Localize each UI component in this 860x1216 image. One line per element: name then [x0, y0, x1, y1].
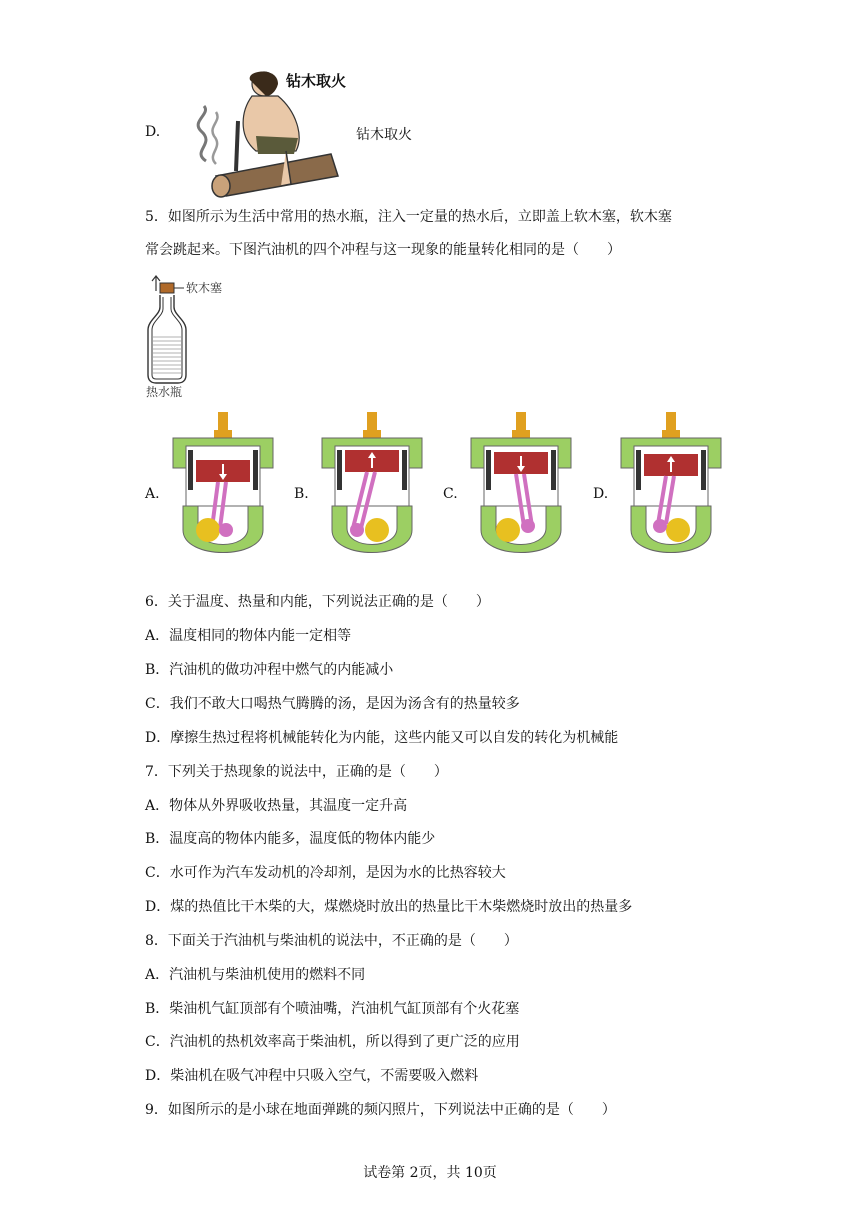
q5-stem-line1: 5．如图所示为生活中常用的热水瓶，注入一定量的热水后，立即盖上软木塞，软木塞: [145, 209, 672, 225]
q5-stem-line2: 常会跳起来。下图汽油机的四个冲程与这一现象的能量转化相同的是（ ）: [145, 242, 621, 258]
option-d-text: 钻木取火: [356, 127, 412, 143]
q6-option-b: B．汽油机的做功冲程中燃气的内能减小: [145, 662, 394, 678]
engine-stroke-a-diagram: [168, 410, 278, 570]
engine-stroke-c-diagram: [466, 410, 576, 570]
bottle-label: 热水瓶: [146, 385, 183, 399]
option-d-letter: D.: [145, 124, 161, 140]
engine-option-a-label: A.: [145, 486, 160, 502]
q8-option-c: C．汽油机的热机效率高于柴油机，所以得到了更广泛的应用: [145, 1034, 520, 1050]
q8-option-d: D．柴油机在吸气冲程中只吸入空气，不需要吸入燃料: [145, 1068, 479, 1084]
image-caption: 钻木取火: [286, 72, 347, 90]
page-footer: 试卷第 2页，共 10页: [363, 1165, 497, 1181]
cork-label: 软木塞: [186, 281, 223, 295]
q7-option-c: C．水可作为汽车发动机的冷却剂，是因为水的比热容较大: [145, 865, 506, 881]
q8-option-b: B．柴油机气缸顶部有个喷油嘴，汽油机气缸顶部有个火花塞: [145, 1001, 520, 1017]
q8-option-a: A．汽油机与柴油机使用的燃料不同: [145, 967, 366, 983]
drilling-wood-fire-illustration: [186, 66, 354, 198]
q7-option-b: B．温度高的物体内能多，温度低的物体内能少: [145, 831, 436, 847]
engine-option-b-label: B.: [294, 486, 309, 502]
engine-stroke-b-diagram: [317, 410, 427, 570]
engine-option-d-label: D.: [593, 486, 609, 502]
engine-stroke-d-diagram: [616, 410, 726, 570]
q9-stem: 9．如图所示的是小球在地面弹跳的频闪照片，下列说法中正确的是（ ）: [145, 1102, 616, 1118]
q7-option-a: A．物体从外界吸收热量，其温度一定升高: [145, 798, 408, 814]
q6-stem: 6．关于温度、热量和内能，下列说法正确的是（ ）: [145, 594, 490, 610]
engine-option-c-label: C.: [443, 486, 458, 502]
q8-stem: 8．下面关于汽油机与柴油机的说法中，不正确的是（ ）: [145, 933, 518, 949]
q7-stem: 7．下列关于热现象的说法中，正确的是（ ）: [145, 764, 448, 780]
q6-option-a: A．温度相同的物体内能一定相等: [145, 628, 352, 644]
q6-option-d: D．摩擦生热过程将机械能转化为内能，这些内能又可以自发的转化为机械能: [145, 730, 619, 746]
q7-option-d: D．煤的热值比干木柴的大，煤燃烧时放出的热量比干木柴燃烧时放出的热量多: [145, 899, 633, 915]
q6-option-c: C．我们不敢大口喝热气腾腾的汤，是因为汤含有的热量较多: [145, 696, 520, 712]
thermos-bottle-diagram: [144, 275, 234, 400]
